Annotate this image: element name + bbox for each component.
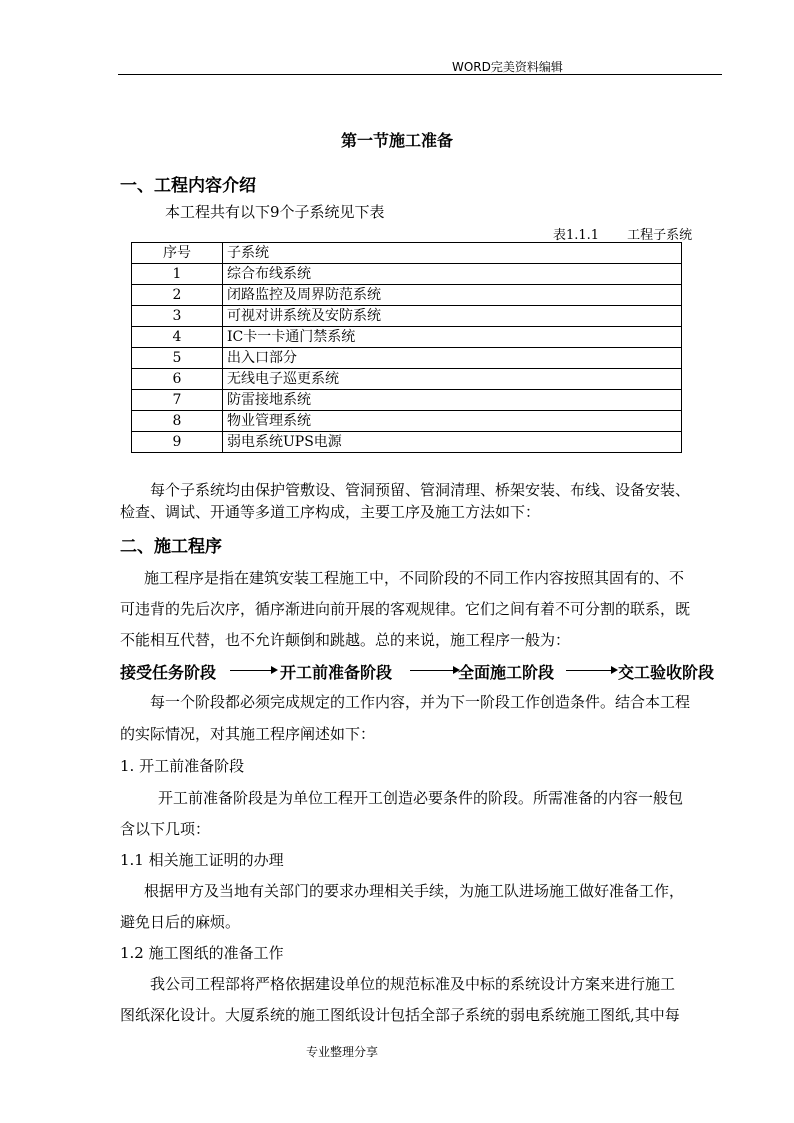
- paragraph-line: 施工程序是指在建筑安装工程施工中，不同阶段的不同工作内容按照其固有的、不: [144, 569, 685, 587]
- table-row: [132, 285, 682, 306]
- table-header-cell: 子系统: [223, 243, 682, 264]
- table-row: [132, 264, 682, 285]
- table-caption-number: 表1.1.1: [553, 228, 600, 243]
- paragraph-line: 避免日后的麻烦。: [120, 913, 241, 931]
- arrow-right-icon: [566, 670, 612, 671]
- table-row: [132, 369, 682, 390]
- table-header-row: [132, 243, 682, 264]
- table-cell: 2: [132, 285, 223, 306]
- header-text: WORD完美资料编辑: [452, 60, 563, 74]
- table-cell: 无线电子巡更系统: [223, 369, 682, 390]
- paragraph-line: 每一个阶段都必须完成规定的工作内容，并为下一阶段工作创造条件。结合本工程: [150, 693, 691, 711]
- table-caption: [553, 224, 692, 243]
- paragraph-line: 的实际情况，对其施工程序阐述如下：: [120, 725, 376, 743]
- flow-step: 开工前准备阶段: [280, 663, 393, 682]
- subsection-heading: 1. 开工前准备阶段: [120, 757, 245, 775]
- table-caption-name: 工程子系统: [627, 228, 693, 243]
- table-cell: 防雷接地系统: [223, 390, 682, 411]
- table-cell: IC卡一卡通门禁系统: [223, 327, 682, 348]
- flow-step: 接受任务阶段: [120, 663, 217, 682]
- paragraph-line: 我公司工程部将严格依据建设单位的规范标准及中标的系统设计方案来进行施工: [150, 975, 676, 993]
- paragraph-line: 每个子系统均由保护管敷设、管洞预留、管洞清理、桥架安装、布线、设备安装、: [150, 481, 691, 499]
- section-heading-1: 一、工程内容介绍: [120, 176, 256, 196]
- table-cell: 7: [132, 390, 223, 411]
- section-heading-2: 二、施工程序: [120, 537, 222, 557]
- paragraph-line: 检查、调试、开通等多道工序构成，主要工序及施工方法如下：: [120, 503, 541, 521]
- table-cell: 闭路监控及周界防范系统: [223, 285, 682, 306]
- page-title: 第一节施工准备: [340, 131, 453, 150]
- table-cell: 4: [132, 327, 223, 348]
- table-cell: 综合布线系统: [223, 264, 682, 285]
- paragraph-line: 不能相互代替，也不允许颠倒和跳越。总的来说，施工程序一般为：: [120, 631, 571, 649]
- paragraph-line: 根据甲方及当地有关部门的要求办理相关手续，为施工队进场施工做好准备工作，: [144, 882, 685, 900]
- table-cell: 9: [132, 432, 223, 453]
- table-cell: 出入口部分: [223, 348, 682, 369]
- subsection-heading: 1.1 相关施工证明的办理: [120, 851, 284, 869]
- flow-step: 全面施工阶段: [458, 663, 555, 682]
- subsection-heading: 1.2 施工图纸的准备工作: [120, 944, 284, 962]
- paragraph-line: 图纸深化设计。大厦系统的施工图纸设计包括全部子系统的弱电系统施工图纸,其中每: [120, 1006, 680, 1024]
- header-rule: [118, 74, 722, 75]
- subsystem-table: [131, 242, 682, 453]
- table-row: [132, 306, 682, 327]
- paragraph-line: 开工前准备阶段是为单位工程开工创造必要条件的阶段。所需准备的内容一般包: [158, 789, 684, 807]
- table-row: [132, 411, 682, 432]
- flow-step: 交工验收阶段: [618, 663, 715, 682]
- table-row: [132, 390, 682, 411]
- arrow-right-icon: [410, 670, 454, 671]
- intro-text: 本工程共有以下9个子系统见下表: [165, 203, 385, 221]
- table-cell: 物业管理系统: [223, 411, 682, 432]
- table-cell: 3: [132, 306, 223, 327]
- table-cell: 1: [132, 264, 223, 285]
- table-cell: 6: [132, 369, 223, 390]
- arrow-right-icon: [230, 670, 272, 671]
- table-cell: 弱电系统UPS电源: [223, 432, 682, 453]
- table-cell: 5: [132, 348, 223, 369]
- table-cell: 可视对讲系统及安防系统: [223, 306, 682, 327]
- page-footer: 专业整理分享: [306, 1045, 379, 1059]
- paragraph-line: 可违背的先后次序，循序渐进向前开展的客观规律。它们之间有着不可分割的联系，既: [120, 600, 691, 618]
- table-row: [132, 327, 682, 348]
- table-header-cell: 序号: [132, 243, 223, 264]
- table-cell: 8: [132, 411, 223, 432]
- paragraph-line: 含以下几项：: [120, 820, 211, 838]
- table-row: [132, 432, 682, 453]
- table-row: [132, 348, 682, 369]
